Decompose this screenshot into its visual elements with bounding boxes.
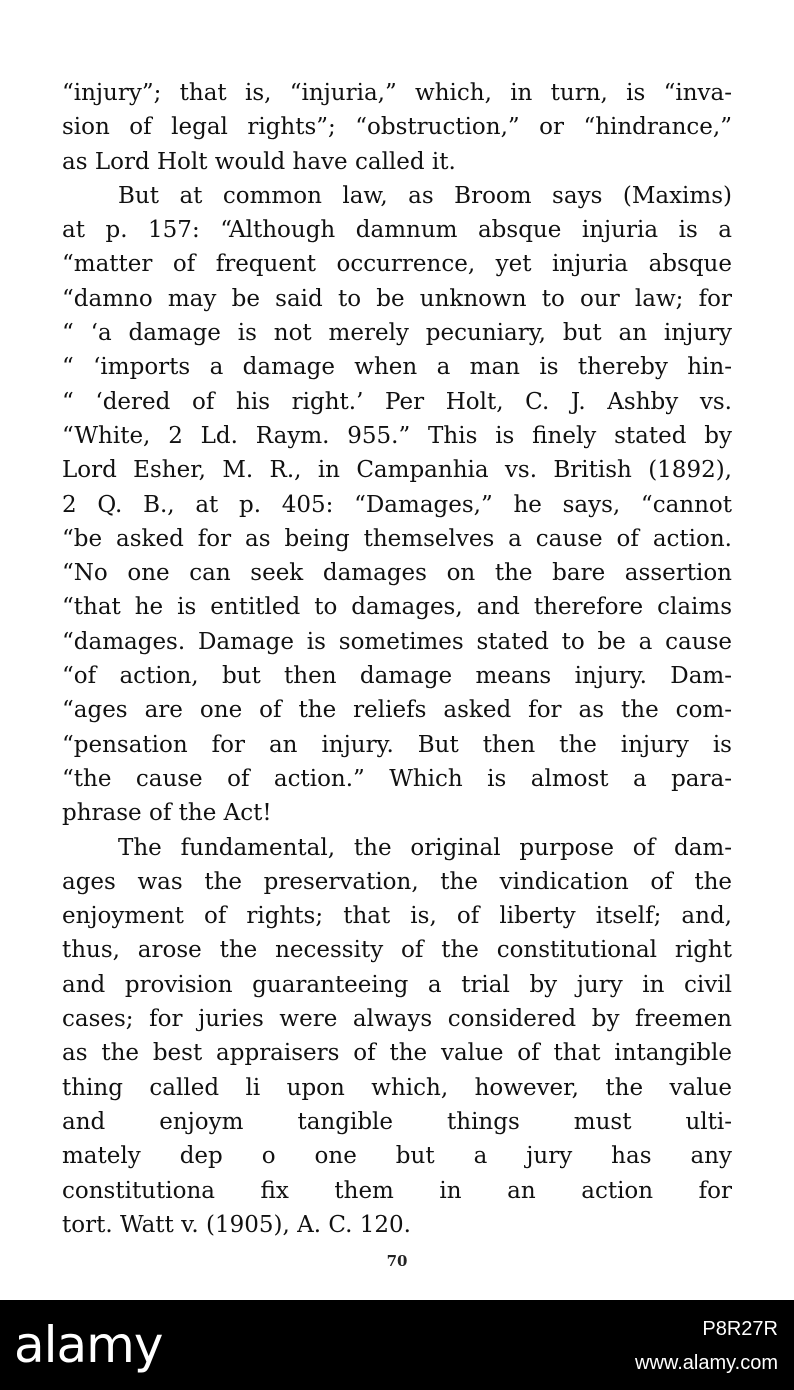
text-line: “the cause of action.” Which is almost a para- [62, 765, 732, 792]
site-url: www.alamy.com [635, 1352, 778, 1374]
text-line: as Lord Holt would have called it. [62, 148, 456, 175]
text-line: “damno may be said to be unknown to our law; for [62, 285, 732, 312]
body-text [62, 76, 732, 1242]
text-line: as the best appraisers of the value of that intangible [62, 1040, 732, 1067]
text-line: “matter of frequent occurrence, yet injuria absque [62, 251, 732, 278]
image-id: P8R27R [702, 1318, 778, 1340]
text-line: sion of legal rights”; “obstruction,” or “hindrance,” [62, 114, 732, 141]
text-line: constitutiona fix them in an action for [62, 1177, 732, 1204]
text-line: and enjoym tangible things must ulti- [62, 1108, 732, 1135]
watermark-footer [0, 1300, 794, 1390]
text-line: “No one can seek damages on the bare assertion [62, 560, 732, 587]
text-line: “White, 2 Ld. Raym. 955.” This is finely stated by [62, 422, 732, 449]
text-line: tort. Watt v. (1905), A. C. 120. [62, 1211, 411, 1238]
text-line: ages was the preservation, the vindication of the [62, 868, 732, 895]
text-line: “ ‘imports a damage when a man is thereby hin- [62, 354, 732, 381]
text-line: “ages are one of the reliefs asked for as the com- [62, 697, 732, 724]
text-line: Lord Esher, M. R., in Campanhia vs. British (1892), [62, 457, 732, 484]
text-line: “injury”; that is, “injuria,” which, in turn, is “inva- [62, 80, 732, 106]
text-line: “damages. Damage is sometimes stated to be a cause [62, 628, 732, 655]
text-line: at p. 157: “Although damnum absque injuria is a [62, 217, 732, 244]
text-line: 2 Q. B., at p. 405: “Damages,” he says, “cannot [62, 491, 732, 518]
text-line: “pensation for an injury. But then the injury is [62, 731, 732, 758]
text-line: But at common law, as Broom says (Maxims) [118, 182, 732, 209]
text-line: The fundamental, the original purpose of dam- [118, 834, 732, 861]
text-line: “that he is entitled to damages, and therefore claims [62, 594, 732, 621]
text-line: and provision guaranteeing a trial by jury in civil [62, 971, 732, 998]
text-line: phrase of the Act! [62, 800, 272, 827]
alamy-logo: alamy [14, 1316, 163, 1374]
text-line: mately dep o one but a jury has any [62, 1143, 732, 1170]
page-number: 70 [386, 1252, 408, 1270]
text-line: “ ‘a damage is not merely pecuniary, but an injury [62, 320, 732, 347]
text-line: “of action, but then damage means injury. Dam- [62, 663, 732, 690]
text-line: “ ‘dered of his right.’ Per Holt, C. J. Ashby vs. [62, 388, 732, 415]
text-line: enjoyment of rights; that is, of liberty itself; and, [62, 903, 732, 930]
text-line: “be asked for as being themselves a cause of action. [62, 525, 732, 552]
text-line: thing called li upon which, however, the value [62, 1074, 732, 1101]
text-line: thus, arose the necessity of the constitutional right [62, 937, 732, 964]
text-line: cases; for juries were always considered by freemen [62, 1006, 732, 1033]
